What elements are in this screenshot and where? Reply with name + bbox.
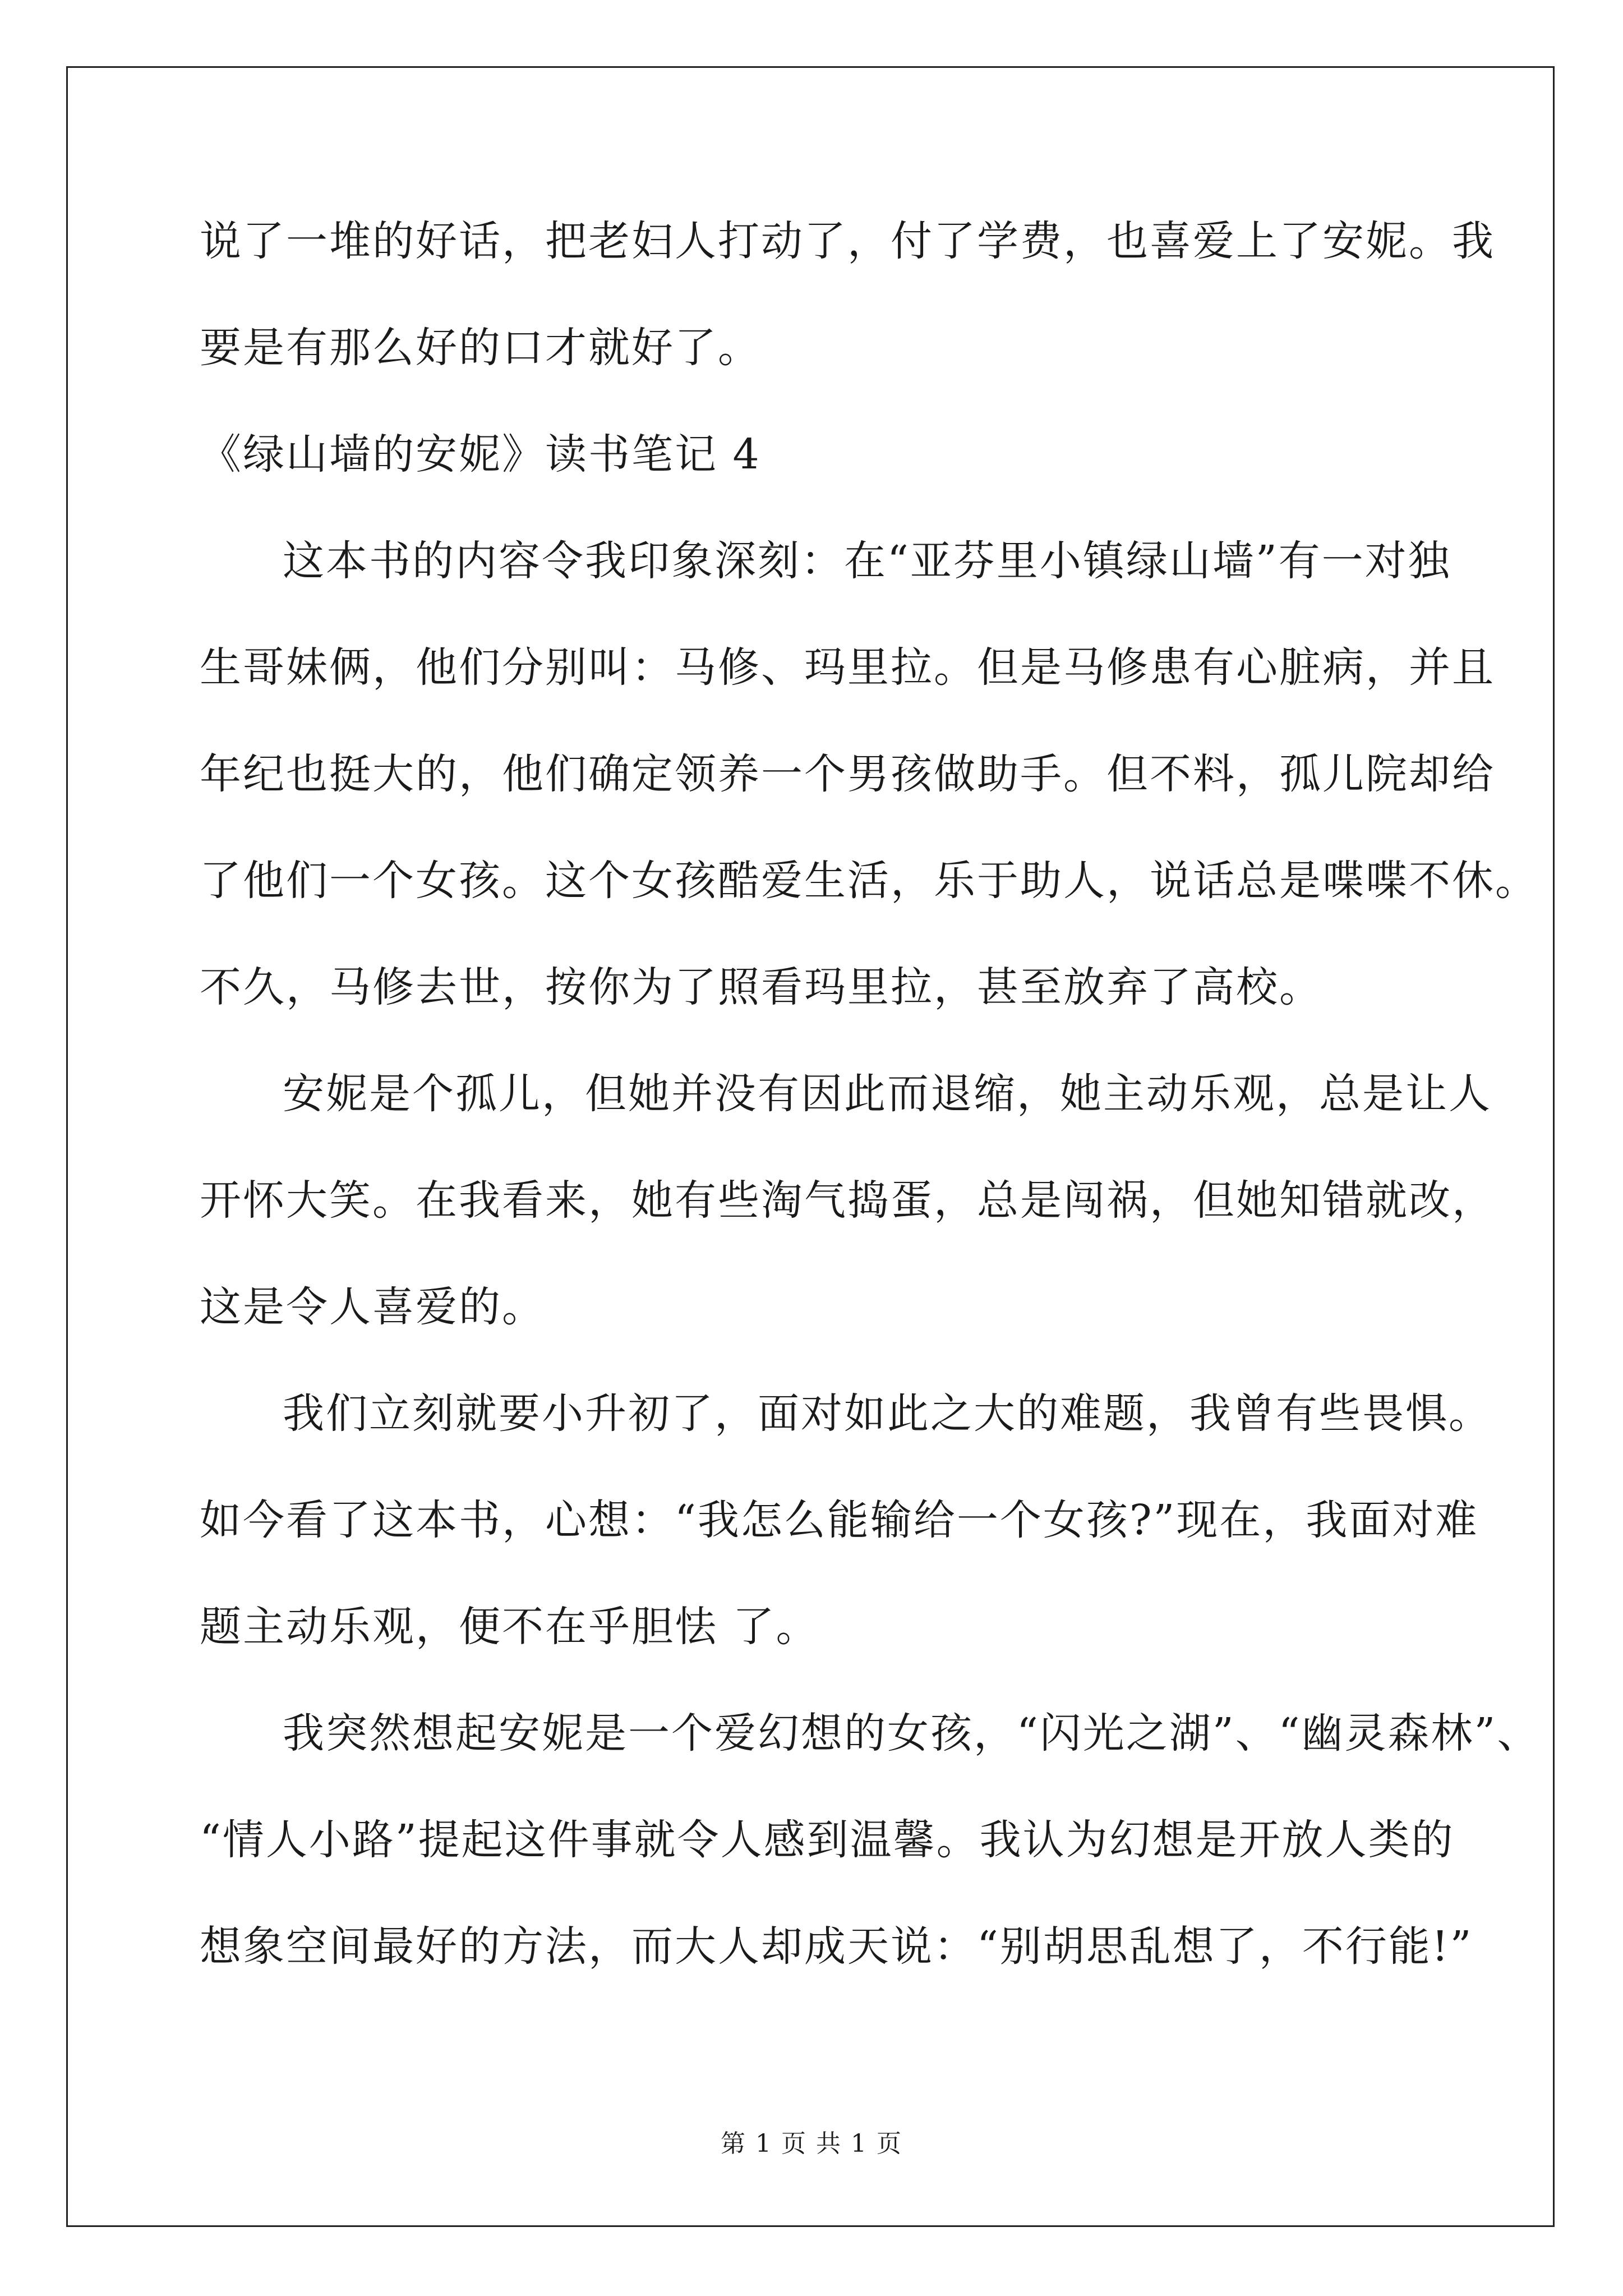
paragraph-first-line: 我突然想起安妮是一个爱幻想的女孩，“闪光之湖”、“幽灵森林”、 (283, 1709, 1541, 1757)
section-heading: 《绿山墙的安妮》读书笔记 4 (200, 430, 761, 478)
text-line: “情人小路”提起这件事就令人感到温馨。我认为幻想是开放人类的 (200, 1816, 1455, 1864)
text-line: 想象空间最好的方法，而大人却成天说：“别胡思乱想了，不行能!” (200, 1922, 1473, 1971)
paragraph-first-line: 安妮是个孤儿，但她并没有因此而退缩，她主动乐观，总是让人 (283, 1070, 1492, 1118)
text-line: 了他们一个女孩。这个女孩酷爱生活，乐于助人，说话总是喋喋不休。 (200, 857, 1538, 905)
text-line: 题主动乐观，便不在乎胆怯 了。 (200, 1603, 819, 1651)
text-line: 生哥妹俩，他们分别叫：马修、玛里拉。但是马修患有心脏病，并且 (200, 643, 1495, 692)
text-line: 如今看了这本书，心想：“我怎么能输给一个女孩?”现在，我面对难 (200, 1496, 1479, 1544)
page-border (66, 66, 1555, 2227)
text-line: 说了一堆的好话，把老妇人打动了，付了学费，也喜爱上了安妮。我 (200, 217, 1495, 265)
text-line: 开怀大笑。在我看来，她有些淘气捣蛋，总是闯祸，但她知错就改， (200, 1176, 1495, 1225)
text-line: 要是有那么好的口才就好了。 (200, 324, 761, 372)
page-number: 第 1 页 共 1 页 (721, 2129, 902, 2158)
text-line: 不久，马修去世，按你为了照看玛里拉，甚至放弃了高校。 (200, 963, 1322, 1011)
text-line: 这是令人喜爱的。 (200, 1283, 545, 1331)
paragraph-first-line: 这本书的内容令我印象深刻：在“亚芬里小镇绿山墙”有一对独 (283, 537, 1451, 585)
paragraph-first-line: 我们立刻就要小升初了，面对如此之大的难题，我曾有些畏惧。 (283, 1389, 1492, 1438)
text-line: 年纪也挺大的，他们确定领养一个男孩做助手。但不料，孤儿院却给 (200, 750, 1495, 798)
